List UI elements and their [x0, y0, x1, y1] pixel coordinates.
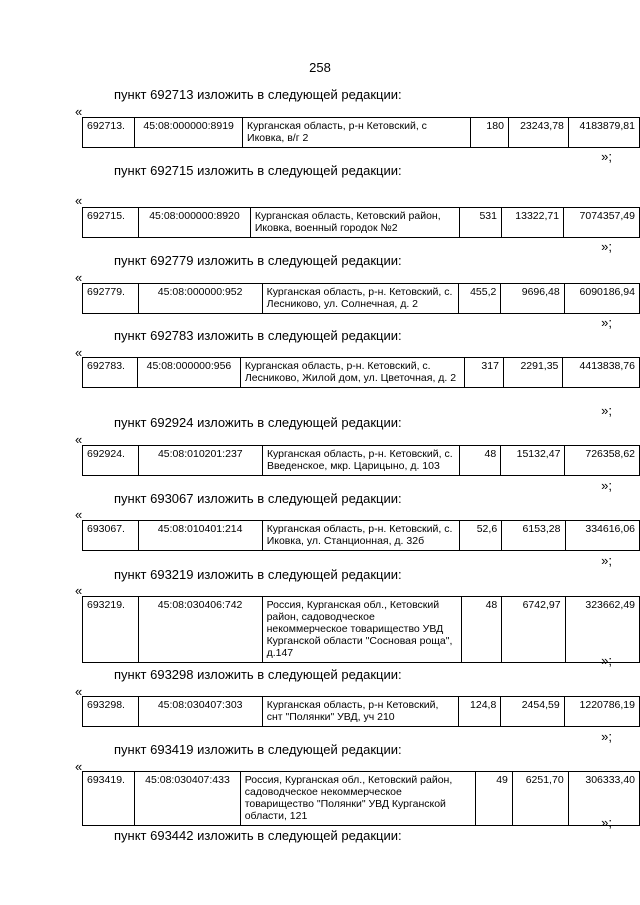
close-quote-mark: »; — [601, 403, 612, 418]
amendment-heading: пункт 693298 изложить в следующей редакции: — [114, 667, 402, 682]
open-quote-mark: « — [75, 193, 83, 208]
area-value-cell: 124,8 — [458, 697, 501, 727]
record-number-cell: 693219. — [83, 597, 139, 663]
property-record-table — [82, 207, 640, 238]
unit-price-cell: 6153,28 — [502, 521, 565, 551]
area-value-cell: 180 — [471, 118, 508, 148]
record-number-cell: 692924. — [83, 446, 139, 476]
open-quote-mark: « — [75, 583, 83, 598]
record-number-cell: 692715. — [83, 208, 139, 238]
amendment-heading: пункт 692713 изложить в следующей редакции: — [114, 87, 402, 102]
property-record-table — [82, 445, 640, 476]
area-value-cell: 48 — [460, 446, 501, 476]
unit-price-cell: 6251,70 — [512, 772, 568, 826]
cadastral-number-cell: 45:08:000000:8919 — [135, 118, 243, 148]
unit-price-cell: 9696,48 — [501, 284, 564, 314]
unit-price-cell: 2454,59 — [501, 697, 564, 727]
table-row — [83, 284, 640, 314]
total-value-cell: 7074357,49 — [564, 208, 640, 238]
address-cell: Курганская область, р-н. Кетовский, с. Введенское, мкр. Царицыно, д. 103 — [262, 446, 459, 476]
address-cell: Россия, Курганская обл., Кетовский район, садоводческое некоммерческое товарищество УВД Курганской области "Сосновая роща", д.147 — [262, 597, 461, 663]
property-record-table — [82, 357, 640, 388]
amendment-heading: пункт 692779 изложить в следующей редакции: — [114, 253, 402, 268]
property-record-table — [82, 596, 640, 663]
close-quote-mark: »; — [601, 553, 612, 568]
unit-price-cell: 15132,47 — [501, 446, 565, 476]
table-row — [83, 358, 640, 388]
open-quote-mark: « — [75, 759, 83, 774]
amendment-heading: пункт 693067 изложить в следующей редакции: — [114, 491, 402, 506]
cadastral-number-cell: 45:08:000000:952 — [138, 284, 262, 314]
total-value-cell: 1220786,19 — [564, 697, 639, 727]
total-value-cell: 323662,49 — [565, 597, 639, 663]
address-cell: Курганская область, р-н. Кетовский, с. Лесниково, Жилой дом, ул. Цветочная, д. 2 — [240, 358, 464, 388]
cadastral-number-cell: 45:08:030406:742 — [138, 597, 262, 663]
area-value-cell: 317 — [464, 358, 503, 388]
unit-price-cell: 6742,97 — [502, 597, 565, 663]
close-quote-mark: »; — [601, 478, 612, 493]
close-quote-mark: »; — [601, 815, 612, 830]
total-value-cell: 334616,06 — [565, 521, 640, 551]
close-quote-mark: »; — [601, 149, 612, 164]
cadastral-number-cell: 45:08:000000:8920 — [139, 208, 251, 238]
record-number-cell: 692779. — [83, 284, 139, 314]
property-record-table — [82, 117, 640, 148]
area-value-cell: 49 — [476, 772, 513, 826]
unit-price-cell: 2291,35 — [503, 358, 562, 388]
total-value-cell: 306333,40 — [568, 772, 639, 826]
amendment-heading: пункт 692924 изложить в следующей редакции: — [114, 415, 402, 430]
cadastral-number-cell: 45:08:000000:956 — [138, 358, 241, 388]
close-quote-mark: »; — [601, 653, 612, 668]
address-cell: Курганская область, р-н. Кетовский, с. Иковка, ул. Станционная, д. 32б — [262, 521, 460, 551]
address-cell: Курганская область, Кетовский район, Иковка, военный городок №2 — [250, 208, 459, 238]
total-value-cell: 6090186,94 — [564, 284, 639, 314]
table-row — [83, 597, 640, 663]
amendment-heading: пункт 693419 изложить в следующей редакции: — [114, 742, 402, 757]
amendment-heading: пункт 693219 изложить в следующей редакции: — [114, 567, 402, 582]
address-cell: Курганская область, р-н. Кетовский, с. Лесниково, ул. Солнечная, д. 2 — [262, 284, 458, 314]
record-number-cell: 693298. — [83, 697, 139, 727]
property-record-table — [82, 696, 640, 727]
open-quote-mark: « — [75, 104, 83, 119]
open-quote-mark: « — [75, 507, 83, 522]
area-value-cell: 48 — [461, 597, 502, 663]
cadastral-number-cell: 45:08:030407:303 — [138, 697, 262, 727]
amendment-heading: пункт 692783 изложить в следующей редакции: — [114, 328, 402, 343]
open-quote-mark: « — [75, 270, 83, 285]
address-cell: Курганская область, р-н Кетовский, снт "Полянки" УВД, уч 210 — [262, 697, 458, 727]
cadastral-number-cell: 45:08:030407:433 — [135, 772, 240, 826]
total-value-cell: 4413838,76 — [563, 358, 640, 388]
area-value-cell: 52,6 — [460, 521, 502, 551]
table-row — [83, 521, 640, 551]
address-cell: Курганская область, р-н Кетовский, с Иковка, в/г 2 — [243, 118, 471, 148]
address-cell: Россия, Курганская обл., Кетовский район, садоводческое некоммерческое товарищество "Полянки" УВД Курганской области, 121 — [240, 772, 475, 826]
amendment-heading: пункт 692715 изложить в следующей редакции: — [114, 163, 402, 178]
total-value-cell: 726358,62 — [565, 446, 640, 476]
table-row — [83, 208, 640, 238]
open-quote-mark: « — [75, 432, 83, 447]
close-quote-mark: »; — [601, 239, 612, 254]
open-quote-mark: « — [75, 345, 83, 360]
area-value-cell: 531 — [459, 208, 501, 238]
area-value-cell: 455,2 — [458, 284, 501, 314]
table-row — [83, 446, 640, 476]
table-row — [83, 772, 640, 826]
close-quote-mark: »; — [601, 315, 612, 330]
unit-price-cell: 13322,71 — [502, 208, 564, 238]
open-quote-mark: « — [75, 684, 83, 699]
amendment-heading: пункт 693442 изложить в следующей редакции: — [114, 828, 402, 843]
close-quote-mark: »; — [601, 729, 612, 744]
total-value-cell: 4183879,81 — [568, 118, 639, 148]
cadastral-number-cell: 45:08:010401:214 — [138, 521, 262, 551]
record-number-cell: 692783. — [83, 358, 138, 388]
cadastral-number-cell: 45:08:010201:237 — [138, 446, 262, 476]
property-record-table — [82, 771, 640, 826]
record-number-cell: 693419. — [83, 772, 135, 826]
table-row — [83, 118, 640, 148]
unit-price-cell: 23243,78 — [508, 118, 568, 148]
page-number: 258 — [309, 60, 331, 75]
table-row — [83, 697, 640, 727]
record-number-cell: 692713. — [83, 118, 135, 148]
property-record-table — [82, 520, 640, 551]
property-record-table — [82, 283, 640, 314]
record-number-cell: 693067. — [83, 521, 139, 551]
